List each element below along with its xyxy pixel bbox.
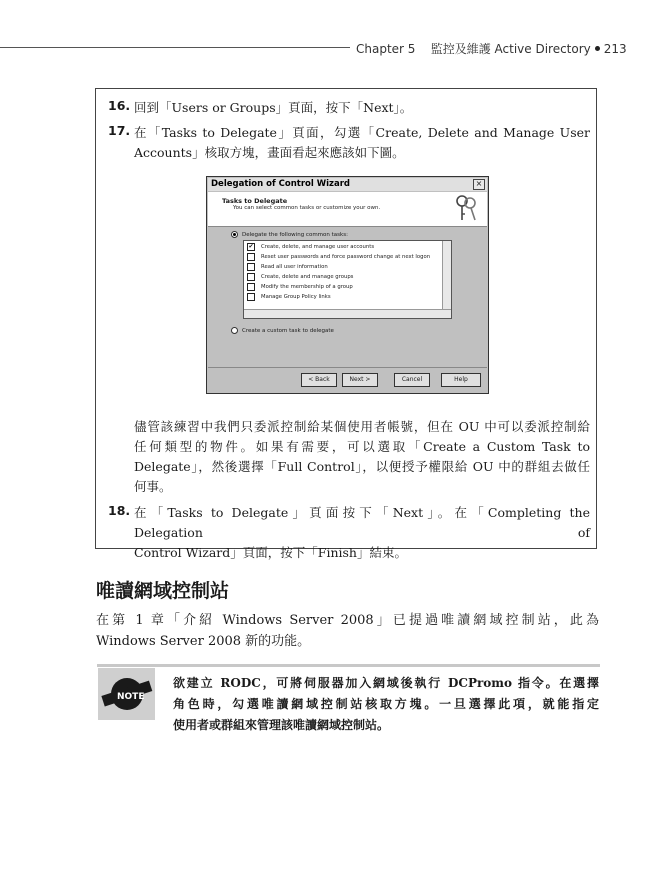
- back-button[interactable]: < Back: [301, 373, 337, 387]
- checkbox-icon[interactable]: [247, 293, 255, 301]
- header-rule: [0, 47, 350, 48]
- checkbox-checked-icon[interactable]: ✔: [248, 242, 254, 250]
- next-button[interactable]: Next >: [342, 373, 378, 387]
- step-text: [134, 123, 590, 163]
- list-item[interactable]: ✔ Create, delete, and manage user accounts: [248, 242, 375, 250]
- explain-line: Delegate」，然後選擇「Full Control」，以便授予權限給 OU 中的群組去做任: [134, 459, 590, 474]
- note-rule: [97, 664, 600, 667]
- dialog-heading: Tasks to Delegate: [222, 197, 288, 205]
- page-number: 213: [603, 42, 627, 56]
- step-number: 18.: [108, 503, 131, 518]
- bullet-icon: [595, 46, 600, 51]
- list-item[interactable]: Read all user information: [247, 262, 328, 272]
- cancel-button[interactable]: Cancel: [394, 373, 430, 387]
- radio-selected-icon: [231, 231, 238, 238]
- step-text: [134, 503, 590, 563]
- explain-line: 儘管該練習中我們只委派控制給某個使用者帳號，但在 OU 中可以委派控制給: [134, 419, 590, 434]
- chapter-title: 監控及維護 Active Directory: [430, 42, 591, 56]
- radio-label: Delegate the following common tasks:: [242, 232, 348, 238]
- running-header: [356, 40, 627, 57]
- note-line: 使用者或群組來管理該唯讀網域控制站。: [173, 718, 390, 732]
- chapter-label: Chapter 5: [356, 42, 416, 56]
- help-button[interactable]: Help: [441, 373, 481, 387]
- note-badge-icon: [98, 668, 155, 720]
- note-line: 欲建立 RODC，可將伺服器加入網域後執行 DCPromo 指令。在選擇: [173, 676, 599, 690]
- list-item[interactable]: Manage Group Policy links: [247, 292, 331, 302]
- explain-line: 任何類型的物件。如果有需要，可以選取「Create a Custom Task to: [134, 439, 590, 454]
- step-line: Control Wizard」頁面，按下「Finish」結束。: [134, 545, 407, 560]
- dialog-title: Delegation of Control Wizard: [208, 178, 487, 191]
- task-list[interactable]: [243, 240, 452, 319]
- list-item[interactable]: Modify the membership of a group: [247, 282, 353, 292]
- dialog-subheading: You can select common tasks or customize your own.: [233, 205, 381, 211]
- section-paragraph: [96, 610, 599, 652]
- step-line: 在「Tasks to Delegate」頁面，勾選「Create, Delete and Manage User: [134, 125, 590, 140]
- vertical-scrollbar[interactable]: [442, 241, 451, 309]
- step-line: 回到「Users or Groups」頁面，按下「Next」。: [134, 100, 413, 115]
- explain-line: 何事。: [134, 479, 172, 494]
- explanation-text: [134, 417, 590, 497]
- para-line: Windows Server 2008 新的功能。: [96, 634, 311, 649]
- checkbox-icon[interactable]: [247, 273, 255, 281]
- wizard-dialog: [206, 176, 489, 394]
- list-item[interactable]: Create, delete and manage groups: [247, 272, 353, 282]
- step-line: 在「Tasks to Delegate」頁面按下「Next」。在「Completing the Delegation of: [134, 505, 590, 540]
- checkbox-icon[interactable]: [247, 283, 255, 291]
- note-icon: [98, 668, 155, 720]
- radio-unselected-icon: [231, 327, 238, 334]
- step-text: [134, 98, 590, 118]
- checkbox-icon[interactable]: [247, 263, 255, 271]
- horizontal-scrollbar[interactable]: [244, 309, 451, 318]
- radio-custom-task[interactable]: [231, 327, 334, 334]
- dialog-header-pane: [208, 192, 487, 227]
- checkbox-icon[interactable]: [247, 253, 255, 261]
- radio-common-tasks[interactable]: [231, 231, 348, 238]
- para-line: 在第 1 章「介紹 Windows Server 2008」已提過唯讀網域控制站，此為: [96, 613, 599, 628]
- list-item[interactable]: Reset user passwords and force password change at next logon: [247, 252, 430, 262]
- section-title: 唯讀網域控制站: [96, 580, 230, 602]
- step-line: Accounts」核取方塊，畫面看起來應該如下圖。: [134, 145, 405, 160]
- note-line: 角色時，勾選唯讀網域控制站核取方塊。一旦選擇此項，就能指定: [173, 697, 599, 711]
- step-number: 17.: [108, 123, 131, 138]
- step-number: 16.: [108, 98, 131, 113]
- radio-label: Create a custom task to delegate: [242, 328, 334, 334]
- note-text: [173, 673, 599, 736]
- keys-icon: [453, 194, 479, 222]
- close-icon[interactable]: ×: [473, 179, 485, 190]
- note-icon-label: NOTE: [117, 692, 145, 702]
- dialog-separator: [208, 367, 487, 368]
